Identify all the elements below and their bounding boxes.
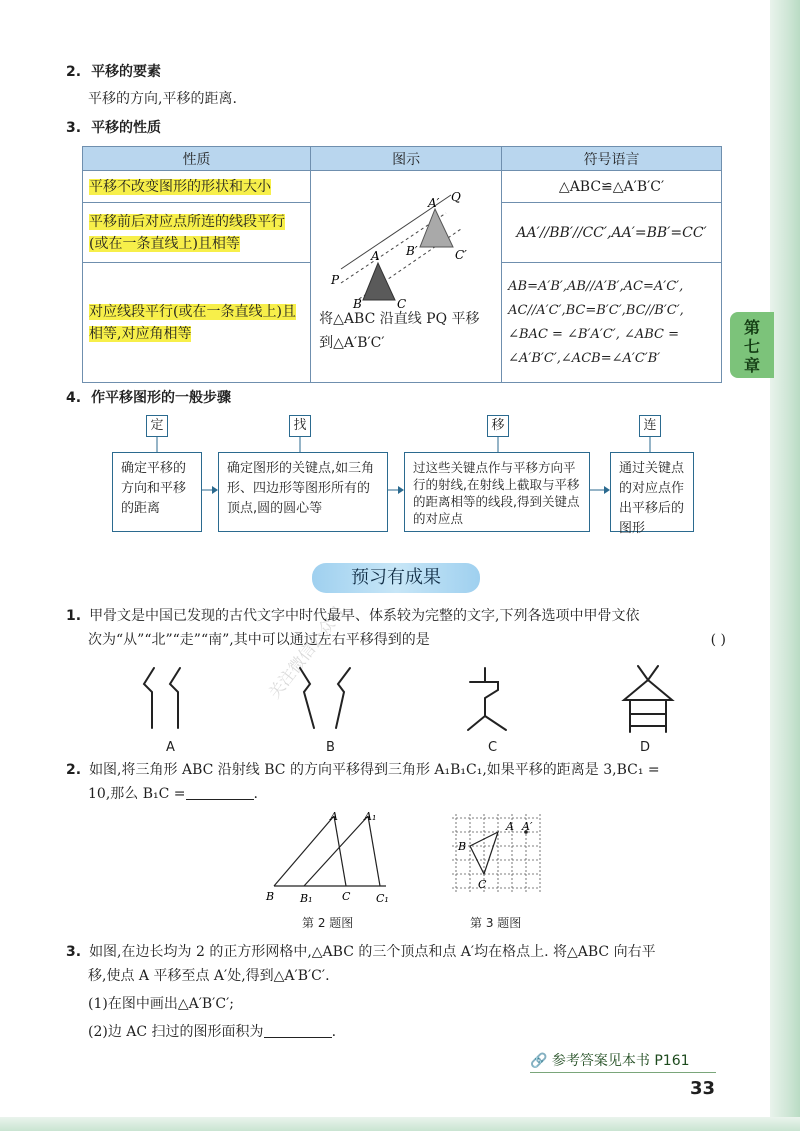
q2-figure [260,810,400,910]
symbol-cell-1: △ABC≌△A′B′C′ [502,171,722,203]
fig-label-C: C [397,297,407,311]
step-label-3: 移 [487,415,509,437]
q2-label-C: C [342,890,351,903]
question-3 [66,940,726,1044]
step-box-2: 确定图形的关键点,如三角形、四边形等图形所有的顶点,圆的圆心等 [218,452,388,532]
q3-part1: (1)在图中画出△A′B′C′; [88,996,234,1012]
section4-number: 4. [66,390,82,406]
step-box-3: 过这些关键点作与平移方向平行的射线,在射线上截取与平移的距离相等的线段,得到关键点的对应点 [404,452,590,532]
answer-ref-underline [530,1072,716,1073]
q2-line2-pre: 10,那么 B₁C = [88,786,186,802]
fig-label-C-prime: C′ [455,248,468,262]
q3-number: 3. [66,944,82,960]
fig-label-P: P [331,273,340,287]
option-a-char-left [144,668,154,728]
page-bottom-edge [0,1117,800,1131]
q1-line2: 次为“从”“北”“走”“南”,其中可以通过左右平移得到的是 [88,632,430,648]
option-c-label[interactable]: C [488,740,498,755]
q3-line2: 移,使点 A 平移至点 A′处,得到△A′B′C′. [88,968,330,984]
q2-figure-caption: 第 2 题图 [302,916,354,930]
table-header-symbol: 符号语言 [502,147,722,171]
q2-answer-blank[interactable] [186,784,254,800]
figure-caption-line2: 到△A′B′C′ [319,335,385,351]
fig-label-A: A [371,249,380,263]
page-number: 33 [690,1078,716,1099]
q3-part2-pre: (2)边 AC 扫过的图形面积为 [88,1024,264,1040]
q2-number: 2. [66,762,82,778]
section2-body: 平移的方向,平移的距离. [88,91,237,107]
q3-figure-caption: 第 3 题图 [470,916,522,930]
q2-line1: 如图,将三角形 ABC 沿射线 BC 的方向平移得到三角形 A₁B₁C₁,如果平移的距离是 3,BC₁ = [89,762,660,778]
chapter-tab-label: 第七章 [743,318,760,375]
q3-label-A-prime: A′ [522,820,533,833]
section3-title: 平移的性质 [91,120,162,136]
step-box-4: 通过关键点的对应点作出平移后的图形 [610,452,694,532]
answer-reference-text: 参考答案见本书 P161 [551,1053,690,1069]
q3-figure [452,814,548,910]
section3-number: 3. [66,120,82,136]
option-b-char-left [300,668,314,728]
q3-label-A: A [506,820,514,833]
fig-label-A-prime: A′ [428,196,440,210]
option-d-label[interactable]: D [640,740,651,755]
q1-line1: 甲骨文是中国已发现的古代文字中时代最早、体系较为完整的文字,下列各选项中甲骨文依 [89,608,640,624]
section2-number: 2. [66,64,82,80]
option-b-char-right [336,668,350,728]
q2-label-A: A [330,810,338,823]
property-3: 对应线段平行(或在一条直线上)且相等,对应角相等 [89,303,296,342]
q3-line1: 如图,在边长均为 2 的正方形网格中,△ABC 的三个顶点和点 A′均在格点上. 将△ABC 向右平 [89,944,656,960]
option-c-char [468,668,506,730]
symbol-cell-2: AA′//BB′//CC′,AA′=BB′=CC′ [502,203,722,263]
symbol-3-line2: AC//A′C′,BC=B′C′,BC//B′C′, [508,302,684,318]
answer-reference [530,1050,690,1070]
option-a-label[interactable]: A [166,740,175,755]
figure-caption-line1: 将△ABC 沿直线 PQ 平移 [319,311,480,327]
section2-title: 平移的要素 [91,64,162,80]
question-1 [66,604,726,652]
step-label-2: 找 [289,415,311,437]
table-header-figure: 图示 [311,147,502,171]
q2-label-A1: A₁ [364,810,377,823]
table-header-property: 性质 [83,147,311,171]
q2-line2-post: . [253,786,258,802]
fig-label-B-prime: B′ [406,244,418,258]
oracle-bone-options [130,660,690,740]
option-b-label[interactable]: B [326,740,335,755]
link-icon: 🔗 [530,1053,548,1069]
question-2 [66,758,726,806]
q3-part2-post: . [331,1024,337,1040]
q2-label-C1: C₁ [376,892,389,905]
property-2: 平移前后对应点所连的线段平行(或在一条直线上)且相等 [89,213,285,252]
fig-label-Q: Q [451,190,461,204]
step-label-4: 连 [639,415,661,437]
section-banner: 预习有成果 [312,563,480,593]
option-a-char-right [170,668,180,728]
symbol-3-line3: ∠BAC = ∠B′A′C′, ∠ABC = [508,326,680,342]
step-label-1: 定 [146,415,168,437]
symbol-3-line1: AB=A′B′,AB//A′B′,AC=A′C′, [508,278,684,294]
watermark: 关注微信公众号 [264,602,349,703]
option-d-char [624,666,672,732]
q2-label-B: B [266,890,275,903]
q3-label-C: C [478,878,487,891]
step-box-1: 确定平移的方向和平移的距离 [112,452,202,532]
q3-answer-blank[interactable] [264,1022,332,1038]
property-1: 平移不改变图形的形状和大小 [89,178,271,195]
fig-label-B: B [353,297,362,311]
q3-label-B: B [458,840,467,853]
q1-number: 1. [66,608,82,624]
q1-answer-paren[interactable]: ( ) [710,632,726,648]
section4-title: 作平移图形的一般步骤 [91,390,232,406]
symbol-3-line4: ∠A′B′C′,∠ACB=∠A′C′B′ [508,350,661,366]
q2-label-B1: B₁ [300,892,313,905]
